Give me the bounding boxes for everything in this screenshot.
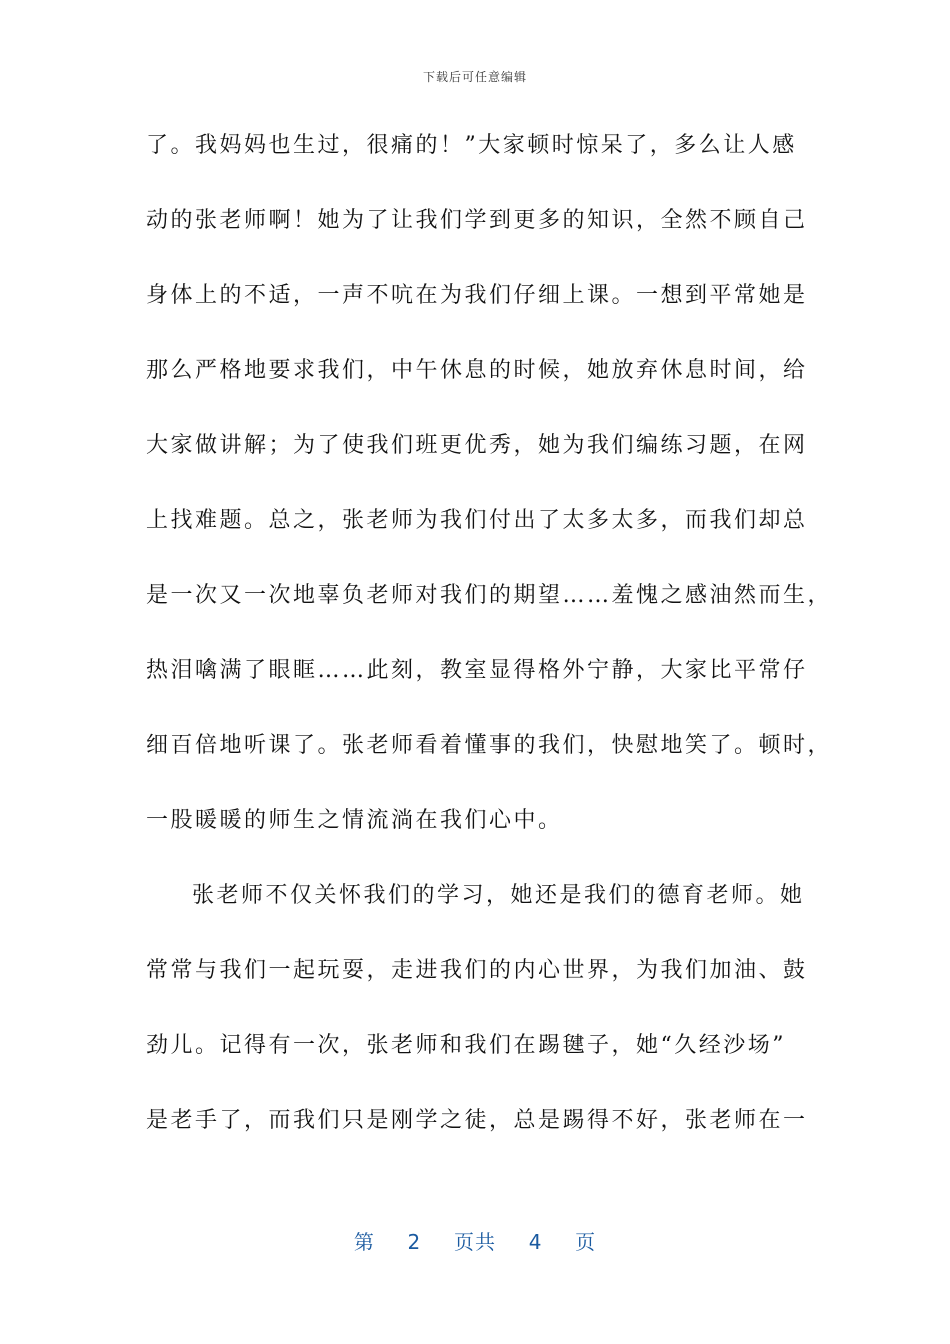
current-page-number: 2	[407, 1230, 422, 1254]
paragraph-start-line: 张老师不仅关怀我们的学习，她还是我们的德育老师。她	[192, 883, 805, 908]
text-line: 细百倍地听课了。张老师看着懂事的我们，快慰地笑了。顿时，	[146, 733, 833, 758]
text-line: 一股暖暖的师生之情流淌在我们心中。	[146, 808, 563, 833]
total-pages-number: 4	[528, 1230, 543, 1254]
page-suffix: 页	[575, 1230, 597, 1254]
text-line: 常常与我们一起玩耍，走进我们的内心世界，为我们加油、鼓	[146, 958, 808, 983]
text-line: 身体上的不适，一声不吭在为我们仔细上课。一想到平常她是	[146, 283, 808, 308]
page-prefix: 第	[353, 1230, 375, 1254]
body-text	[146, 126, 833, 1176]
text-line: 了。我妈妈也生过，很痛的！”大家顿时惊呆了，多么让人感	[146, 133, 797, 158]
header-note: 下载后可任意编辑	[422, 70, 527, 84]
text-line: 大家做讲解；为了使我们班更优秀，她为我们编练习题，在网	[146, 433, 808, 458]
text-line: 上找难题。总之，张老师为我们付出了太多太多，而我们却总	[146, 508, 808, 533]
text-line: 是老手了，而我们只是刚学之徒，总是踢得不好，张老师在一	[146, 1108, 808, 1133]
text-line: 那么严格地要求我们，中午休息的时候，她放弃休息时间，给	[146, 358, 808, 383]
text-line: 是一次又一次地辜负老师对我们的期望……羞愧之感油然而生，	[146, 583, 833, 608]
text-line: 劲儿。记得有一次，张老师和我们在踢毽子，她“久经沙场”	[146, 1033, 786, 1058]
page-mid-label: 页共	[454, 1230, 496, 1254]
page-number-footer	[0, 1226, 950, 1255]
text-line: 动的张老师啊！她为了让我们学到更多的知识，全然不顾自己	[146, 208, 808, 233]
text-line: 热泪噙满了眼眶……此刻，教室显得格外宁静，大家比平常仔	[146, 658, 808, 683]
